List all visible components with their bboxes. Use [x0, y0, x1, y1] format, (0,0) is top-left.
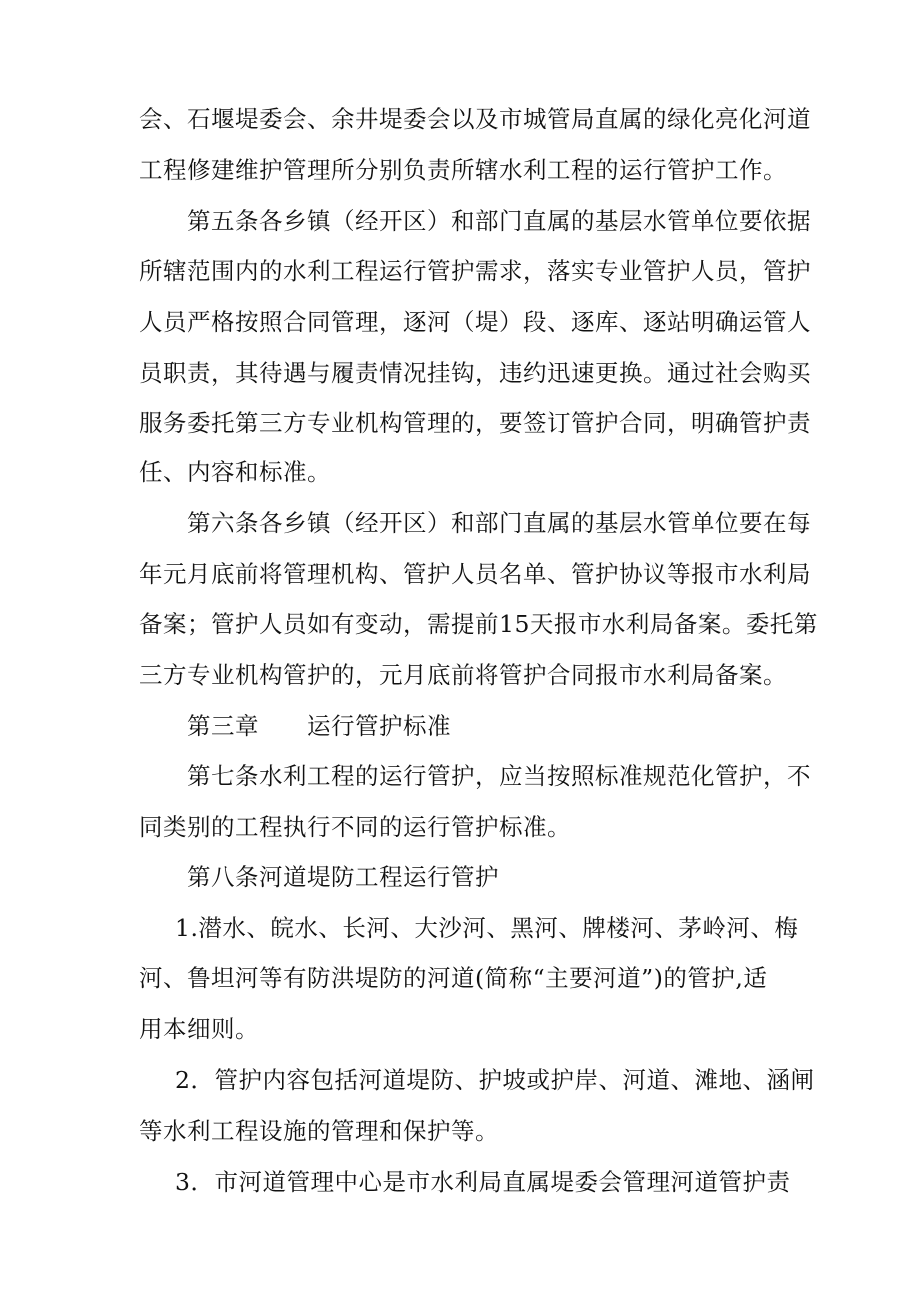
- text-line: 第五条各乡镇（经开区）和部门直属的基层水管单位要依据: [187, 207, 811, 235]
- text-line: 员职责，其待遇与履责情况挂钩，违约迅速更换。通过社会购买: [139, 359, 811, 387]
- text-line: 第八条河道堤防工程运行管护: [187, 863, 499, 891]
- text-line: 备案；管护人员如有变动，需提前15天报市水利局备案。委托第: [139, 610, 818, 638]
- text-line: 第七条水利工程的运行管护，应当按照标准规范化管护，不: [187, 762, 811, 790]
- text-line: 人员严格按照合同管理，逐河（堤）段、逐库、逐站明确运管人: [139, 308, 811, 336]
- text-line: 2．管护内容包括河道堤防、护坡或护岸、河道、滩地、涵闸: [175, 1066, 815, 1094]
- text-line: 用本细则。: [139, 1015, 259, 1043]
- text-line: 年元月底前将管理机构、管护人员名单、管护协议等报市水利局: [139, 560, 811, 588]
- text-line: 所辖范围内的水利工程运行管护需求，落实专业管护人员，管护: [139, 257, 811, 285]
- text-line: 第六条各乡镇（经开区）和部门直属的基层水管单位要在每: [187, 509, 811, 537]
- text-line: 同类别的工程执行不同的运行管护标准。: [139, 813, 571, 841]
- text-line: 会、石堰堤委会、余井堤委会以及市城管局直属的绿化亮化河道: [139, 105, 811, 133]
- text-line: 1.潜水、皖水、长河、大沙河、黑河、牌楼河、茅岭河、梅: [175, 914, 799, 942]
- text-line: 任、内容和标准。: [139, 458, 331, 486]
- text-line: 等水利工程设施的管理和保护等。: [139, 1117, 499, 1145]
- text-line: 工程修建维护管理所分别负责所辖水利工程的运行管护工作。: [139, 156, 787, 184]
- text-line: 服务委托第三方专业机构管理的，要签订管护合同，明确管护责: [139, 409, 811, 437]
- text-line: 三方专业机构管护的，元月底前将管护合同报市水利局备案。: [139, 661, 787, 689]
- text-line: 河、鲁坦河等有防洪堤防的河道(简称“主要河道”)的管护,适: [139, 964, 768, 992]
- chapter-heading: 第三章 运行管护标准: [187, 712, 451, 740]
- text-line: 3．市河道管理中心是市水利局直属堤委会管理河道管护责: [175, 1168, 791, 1196]
